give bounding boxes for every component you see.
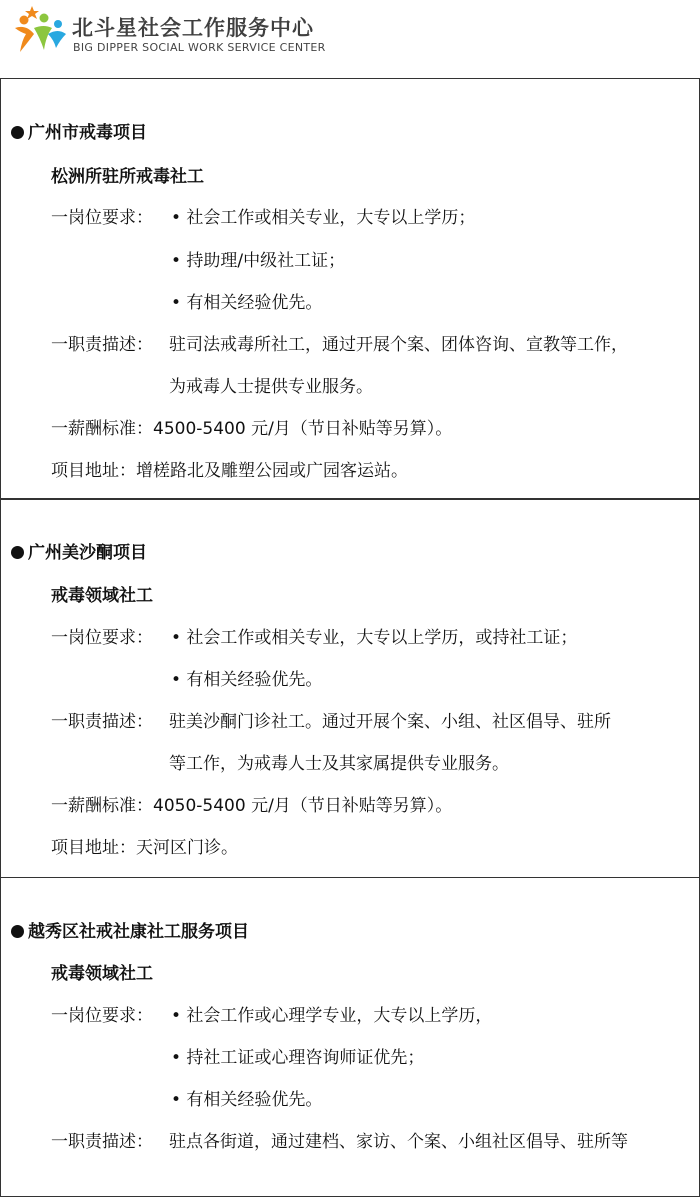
requirements-label: 一岗位要求： <box>51 207 153 228</box>
requirements-label: 一岗位要求： <box>51 1005 153 1026</box>
job-role: 戒毒领域社工 <box>51 586 153 606</box>
bullet-icon <box>11 546 24 559</box>
duty-label: 一职责描述： <box>51 334 153 355</box>
salary: 一薪酬标准：4500-5400 元/月（节日补贴等另算）。 <box>51 418 453 439</box>
requirement-item: • 有相关经验优先。 <box>171 670 323 690</box>
page-header <box>0 0 700 78</box>
project-title: 广州市戒毒项目 <box>11 122 147 144</box>
requirement-item: • 有相关经验优先。 <box>171 292 323 313</box>
requirement-item: • 持助理/中级社工证； <box>171 250 346 271</box>
requirement-item: • 社会工作或相关专业，大专以上学历； <box>171 207 476 228</box>
duty-label: 一职责描述： <box>51 712 153 732</box>
duty-line: 驻美沙酮门诊社工。通过开展个案、小组、社区倡导、驻所 <box>169 712 611 732</box>
org-name: 北斗星社会工作服务中心 <box>72 16 314 40</box>
org-name-english: BIG DIPPER SOCIAL WORK SERVICE CENTER <box>73 41 326 54</box>
address: 项目地址：增槎路北及雕塑公园或广园客运站。 <box>51 460 408 481</box>
requirement-item: • 有相关经验优先。 <box>171 1089 323 1110</box>
duty-line: 驻点各街道，通过建档、家访、个案、小组社区倡导、驻所等 <box>169 1131 628 1152</box>
job-section <box>0 498 700 878</box>
project-title: 越秀区社戒社康社工服务项目 <box>11 921 249 943</box>
address: 项目地址：天河区门诊。 <box>51 838 238 858</box>
duty-line: 驻司法戒毒所社工，通过开展个案、团体咨询、宣教等工作， <box>169 334 628 355</box>
requirement-item: • 持社工证或心理咨询师证优先； <box>171 1047 425 1068</box>
requirements-label: 一岗位要求： <box>51 628 153 648</box>
salary: 一薪酬标准：4050-5400 元/月（节日补贴等另算）。 <box>51 796 453 816</box>
project-title: 广州美沙酮项目 <box>11 542 147 564</box>
bullet-icon <box>11 126 24 139</box>
job-role: 松洲所驻所戒毒社工 <box>51 166 204 187</box>
job-section <box>0 877 700 1197</box>
requirement-item: • 社会工作或相关专业，大专以上学历，或持社工证； <box>171 628 578 648</box>
job-listings <box>0 79 700 1197</box>
job-role: 戒毒领域社工 <box>51 963 153 984</box>
duty-line: 等工作，为戒毒人士及其家属提供专业服务。 <box>169 754 509 774</box>
logo-icon <box>12 6 68 58</box>
duty-line: 为戒毒人士提供专业服务。 <box>169 376 373 397</box>
requirement-item: • 社会工作或心理学专业，大专以上学历， <box>171 1005 493 1026</box>
duty-label: 一职责描述： <box>51 1131 153 1152</box>
job-section <box>0 78 700 500</box>
bullet-icon <box>11 925 24 938</box>
